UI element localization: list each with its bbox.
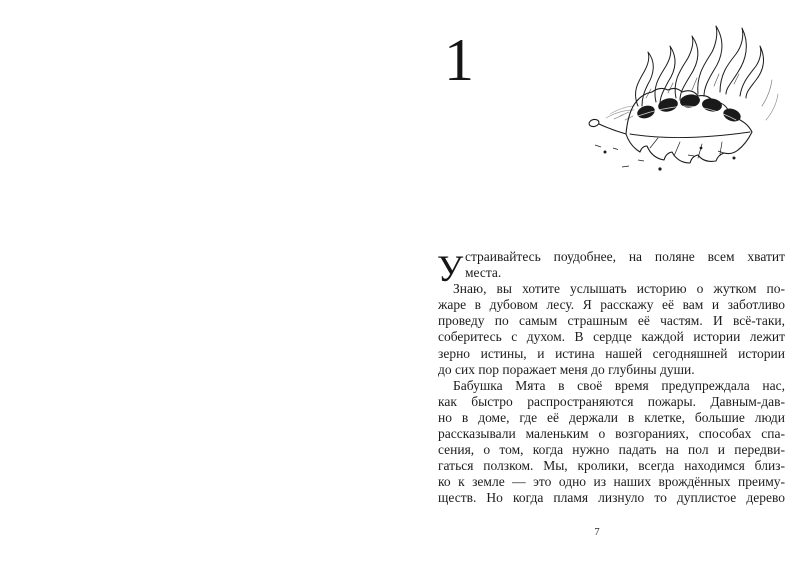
text-line: ществ. Но когда пламя лизнуло то дуплистое дерево [438, 490, 785, 506]
text-line: рассказывали маленьким о возгораниях, способах спа- [438, 426, 785, 442]
text-line: до сих пор поражает меня до глубины души. [438, 361, 695, 377]
text-line: места. [465, 265, 502, 281]
text-line: сения, о том, когда нужно падать на пол и передви- [438, 442, 785, 458]
oak-leaf-icon [588, 88, 752, 163]
chapter-number: 1 [444, 27, 474, 93]
text-line: зерно истины, и истина нашей сегодняшней истории [438, 345, 785, 361]
text-line: Бабушка Мята в своё время предупреждала нас, [453, 377, 785, 393]
text-line: страивайтесь поудобнее, на поляне всем хватит [465, 249, 785, 264]
body-text [438, 249, 785, 507]
text-line: но в доме, где её держали в клетке, большие люди [438, 409, 785, 425]
burning-leaf-illustration [580, 20, 782, 172]
text-line: как быстро распространяются пожары. Давным-дав- [438, 393, 785, 409]
paragraph [438, 281, 785, 378]
page-number: 7 [594, 527, 600, 538]
text-line: гаться ползком. Мы, кролики, всегда находимся близ- [438, 458, 785, 474]
text-line: Знаю, вы хотите услышать историю о жутком по- [453, 281, 785, 297]
text-line: ко к земле — это одно из наших врождённых преиму- [438, 474, 785, 490]
text-line: жаре в дубовом лесу. Я расскажу её вам и заботливо [438, 297, 785, 313]
drop-cap: У [437, 249, 464, 290]
text-line: соберитесь с духом. В сердце каждой истории лежит [438, 329, 785, 345]
paragraph [438, 378, 785, 507]
text-line: проведу по самым страшным её частям. И всё-таки, [438, 313, 785, 329]
